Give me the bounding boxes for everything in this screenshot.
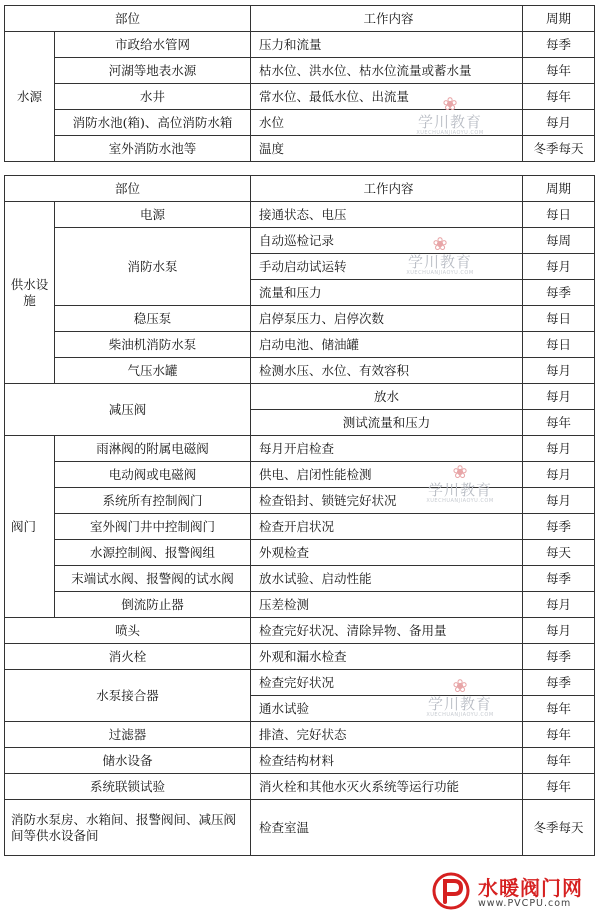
table-row xyxy=(5,110,595,136)
work-cell: 枯水位、洪水位、枯水位流量或蓄水量 xyxy=(251,58,523,84)
period-cell: 每日 xyxy=(523,332,595,358)
watermark-logo-icon: ❀ xyxy=(452,676,468,697)
part-cell: 末端试水阀、报警阀的试水阀 xyxy=(55,566,251,592)
work-cell: 每月开启检查 xyxy=(251,436,523,462)
group-cell: 阀门 xyxy=(5,436,55,618)
work-cell: 自动巡检记录 xyxy=(251,228,523,254)
table-row xyxy=(5,774,595,800)
table-row xyxy=(5,32,595,58)
work-cell: 压力和流量 xyxy=(251,32,523,58)
part-cell: 水泵接合器 xyxy=(5,670,251,722)
period-cell: 每月 xyxy=(523,254,595,280)
work-cell: 压差检测 xyxy=(251,592,523,618)
period-cell: 每年 xyxy=(523,774,595,800)
part-cell: 系统联锁试验 xyxy=(5,774,251,800)
table-row xyxy=(5,488,595,514)
table-row xyxy=(5,748,595,774)
table-row xyxy=(5,436,595,462)
part-cell: 储水设备 xyxy=(5,748,251,774)
watermark-text: 学川教育 xyxy=(427,481,492,499)
period-cell: 每月 xyxy=(523,618,595,644)
work-cell: 外观和漏水检查 xyxy=(251,644,523,670)
header-work: 工作内容 xyxy=(251,6,523,32)
table-row xyxy=(5,540,595,566)
period-cell: 每季 xyxy=(523,32,595,58)
period-cell: 每季 xyxy=(523,644,595,670)
group-cell: 水源 xyxy=(5,32,55,162)
part-cell: 水井 xyxy=(55,84,251,110)
period-cell: 每季 xyxy=(523,514,595,540)
period-cell: 每年 xyxy=(523,410,595,436)
brand-logo[interactable] xyxy=(432,866,597,916)
period-cell: 每季 xyxy=(523,670,595,696)
period-cell: 每年 xyxy=(523,696,595,722)
work-cell: 检查完好状况、清除异物、备用量 xyxy=(251,618,523,644)
period-cell: 冬季每天 xyxy=(523,136,595,162)
table-row xyxy=(5,670,595,696)
header-part: 部位 xyxy=(5,6,251,32)
work-cell: 检查开启状况 xyxy=(251,514,523,540)
work-cell: 常水位、最低水位、出流量 xyxy=(251,84,523,110)
period-cell: 每月 xyxy=(523,436,595,462)
work-cell: 供电、启闭性能检测 xyxy=(251,462,523,488)
work-cell: 检查结构材料 xyxy=(251,748,523,774)
watermark-logo-icon: ❀ xyxy=(452,462,468,483)
table-row xyxy=(5,58,595,84)
part-cell: 消防水泵 xyxy=(55,228,251,306)
group-cell: 供水设施 xyxy=(5,202,55,384)
facility-table xyxy=(4,175,595,856)
work-cell: 检查铅封、锁链完好状况 xyxy=(251,488,523,514)
work-cell: 接通状态、电压 xyxy=(251,202,523,228)
period-cell: 每月 xyxy=(523,384,595,410)
table-row xyxy=(5,722,595,748)
header-row xyxy=(5,6,595,32)
water-source-table xyxy=(4,5,595,162)
work-cell: 启停泵压力、启停次数 xyxy=(251,306,523,332)
work-cell: 水位 xyxy=(251,110,523,136)
period-cell: 每月 xyxy=(523,358,595,384)
part-cell: 市政给水管网 xyxy=(55,32,251,58)
period-cell: 每月 xyxy=(523,462,595,488)
period-cell: 每年 xyxy=(523,58,595,84)
part-cell: 柴油机消防水泵 xyxy=(55,332,251,358)
work-cell: 检查室温 xyxy=(251,800,523,856)
part-cell: 河湖等地表水源 xyxy=(55,58,251,84)
watermark-logo-icon: ❀ xyxy=(442,94,458,115)
brand-p-icon xyxy=(432,872,472,910)
part-cell: 减压阀 xyxy=(5,384,251,436)
period-cell: 每日 xyxy=(523,306,595,332)
period-cell: 每季 xyxy=(523,566,595,592)
table-row xyxy=(5,358,595,384)
table-row xyxy=(5,202,595,228)
period-cell: 每年 xyxy=(523,748,595,774)
part-cell: 水源控制阀、报警阀组 xyxy=(55,540,251,566)
period-cell: 每日 xyxy=(523,202,595,228)
table-row xyxy=(5,566,595,592)
period-cell: 每年 xyxy=(523,722,595,748)
part-cell: 室外消防水池等 xyxy=(55,136,251,162)
part-cell: 系统所有控制阀门 xyxy=(55,488,251,514)
work-cell: 排渣、完好状态 xyxy=(251,722,523,748)
watermark-logo-icon: ❀ xyxy=(432,234,448,255)
part-cell: 电动阀或电磁阀 xyxy=(55,462,251,488)
part-cell: 倒流防止器 xyxy=(55,592,251,618)
part-cell: 消火栓 xyxy=(5,644,251,670)
part-cell: 喷头 xyxy=(5,618,251,644)
work-cell: 流量和压力 xyxy=(251,280,523,306)
table-row xyxy=(5,618,595,644)
part-cell: 消防水池(箱)、高位消防水箱 xyxy=(55,110,251,136)
brand-name: 水暖阀门网 xyxy=(478,876,583,900)
table-row xyxy=(5,84,595,110)
work-cell: 外观检查 xyxy=(251,540,523,566)
table-row xyxy=(5,644,595,670)
work-cell: 检查完好状况 xyxy=(251,670,523,696)
header-period: 周期 xyxy=(523,6,595,32)
brand-url[interactable]: www.PVCPU.com xyxy=(478,898,572,909)
table-row xyxy=(5,332,595,358)
table-row xyxy=(5,136,595,162)
work-cell: 启动电池、储油罐 xyxy=(251,332,523,358)
table-row xyxy=(5,384,595,410)
header-part: 部位 xyxy=(5,176,251,202)
table-row xyxy=(5,514,595,540)
work-cell: 检测水压、水位、有效容积 xyxy=(251,358,523,384)
header-period: 周期 xyxy=(523,176,595,202)
table-row xyxy=(5,228,595,254)
watermark-sub: XUECHUANJIAOYU.COM xyxy=(426,498,494,504)
part-cell: 稳压泵 xyxy=(55,306,251,332)
part-cell: 过滤器 xyxy=(5,722,251,748)
part-cell: 消防水泵房、水箱间、报警阀间、减压阀间等供水设备间 xyxy=(5,800,251,856)
work-cell: 测试流量和压力 xyxy=(251,410,523,436)
part-cell: 雨淋阀的附属电磁阀 xyxy=(55,436,251,462)
table-row xyxy=(5,306,595,332)
work-cell: 放水试验、启动性能 xyxy=(251,566,523,592)
table-row xyxy=(5,592,595,618)
work-cell: 放水 xyxy=(251,384,523,410)
period-cell: 每年 xyxy=(523,84,595,110)
period-cell: 每季 xyxy=(523,280,595,306)
work-cell: 通水试验 xyxy=(251,696,523,722)
watermark-text: 学川教育 xyxy=(407,253,472,271)
part-cell: 室外阀门井中控制阀门 xyxy=(55,514,251,540)
work-cell: 温度 xyxy=(251,136,523,162)
watermark-sub: XUECHUANJIAOYU.COM xyxy=(406,270,474,276)
header-row xyxy=(5,176,595,202)
part-cell: 电源 xyxy=(55,202,251,228)
period-cell: 每月 xyxy=(523,488,595,514)
watermark-text: 学川教育 xyxy=(417,113,482,131)
table-row xyxy=(5,462,595,488)
period-cell: 每周 xyxy=(523,228,595,254)
part-cell: 气压水罐 xyxy=(55,358,251,384)
watermark-sub: XUECHUANJIAOYU.COM xyxy=(416,130,484,136)
watermark-text: 学川教育 xyxy=(427,695,492,713)
work-cell: 手动启动试运转 xyxy=(251,254,523,280)
watermark-sub: XUECHUANJIAOYU.COM xyxy=(426,712,494,718)
period-cell: 每天 xyxy=(523,540,595,566)
header-work: 工作内容 xyxy=(251,176,523,202)
period-cell: 每月 xyxy=(523,592,595,618)
table-row xyxy=(5,800,595,856)
work-cell: 消火栓和其他水灭火系统等运行功能 xyxy=(251,774,523,800)
period-cell: 每月 xyxy=(523,110,595,136)
period-cell: 冬季每天 xyxy=(523,800,595,856)
